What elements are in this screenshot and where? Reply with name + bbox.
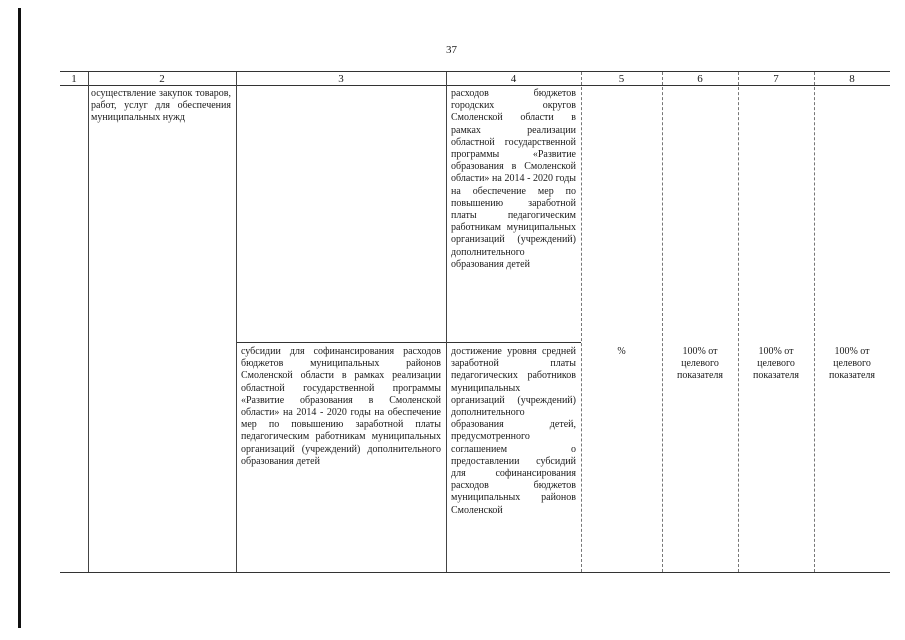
column-header: 7 (773, 73, 779, 85)
row1-description-cell: осуществление закупок товаров, работ, услуг для обеспечения муниципальных нужд (91, 88, 231, 124)
row2-target-cell: 100% от целевого показателя (828, 346, 876, 382)
column-header: 3 (338, 73, 344, 85)
column-divider (581, 72, 582, 572)
row2-unit-cell: % (617, 346, 626, 357)
column-divider (88, 72, 89, 572)
column-divider (662, 72, 663, 572)
page-number: 37 (446, 44, 457, 56)
row-separator (236, 342, 581, 343)
column-divider (236, 72, 237, 572)
column-divider (738, 72, 739, 572)
column-header: 1 (71, 73, 77, 85)
column-divider (814, 72, 815, 572)
column-header: 8 (849, 73, 855, 85)
row2-target-cell: 100% от целевого показателя (676, 346, 724, 382)
row2-subsidy-cell: субсидии для софинансирования расходов бюджетов муниципальных районов Смоленской области в рамках реализации областной государственной программы «Развитие образования в Смоленской области» на 2014 - 2020 годы на обеспечение мер по повышению заработной платы педагогическим работникам муниципальных организаций (учреждений) дополнительного образования детей (241, 346, 441, 467)
header-bottom-border (60, 85, 890, 86)
table-bottom-border (60, 572, 890, 573)
column-divider (446, 72, 447, 572)
page-edge-line (18, 8, 21, 628)
column-header: 4 (510, 73, 517, 85)
row2-indicator-cell: достижение уровня средней заработной платы педагогических работников муниципальных организаций (учреждений) дополнительного образования детей, предусмотренного соглашением о предоставлении субсидий для софинансирования расходов бюджетов муниципальных районов Смоленской (451, 346, 576, 516)
column-header: 2 (159, 73, 165, 85)
column-header: 5 (618, 73, 625, 85)
row1-indicator-cell: расходов бюджетов городских округов Смоленской области в рамках реализации областной государственной программы «Развитие образования в Смоленской области» на 2014 - 2020 годы на обеспечение мер по повышению заработной платы педагогическим работникам муниципальных организаций (учреждений) дополнительного образования детей (451, 88, 576, 270)
row2-target-cell: 100% от целевого показателя (752, 346, 800, 382)
table-top-border (60, 71, 890, 72)
column-header: 6 (697, 73, 703, 85)
